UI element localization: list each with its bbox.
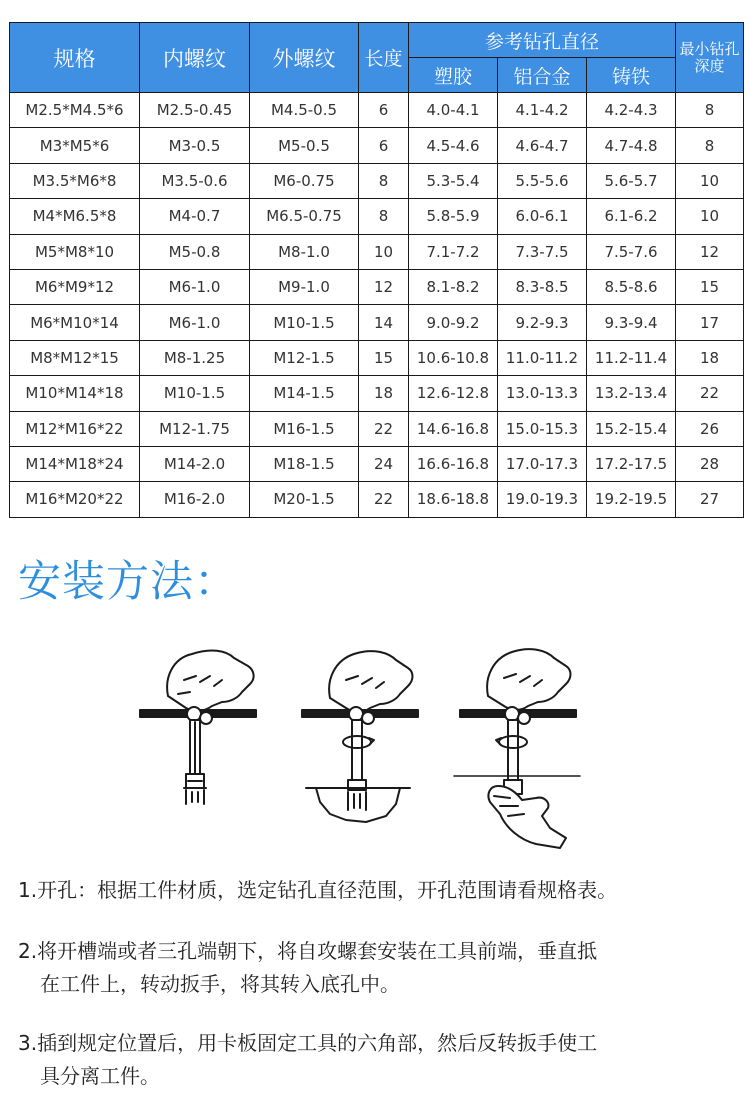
spec-table-body	[10, 93, 744, 518]
header-plastic: 塑胶	[409, 58, 498, 93]
cell-min-depth: 22	[676, 376, 744, 411]
cell-min-depth: 12	[676, 234, 744, 269]
step-1-figure	[140, 651, 256, 804]
step-1-text: 开孔：根据工件材质，选定钻孔直径范围，开孔范围请看规格表。	[37, 878, 618, 902]
cell-internal-thread: M6-1.0	[140, 305, 250, 340]
table-row	[10, 163, 744, 198]
cell-aluminum-alloy: 5.5-5.6	[498, 163, 587, 198]
cell-plastic: 5.3-5.4	[409, 163, 498, 198]
cell-aluminum-alloy: 7.3-7.5	[498, 234, 587, 269]
cell-plastic: 12.6-12.8	[409, 376, 498, 411]
cell-plastic: 7.1-7.2	[409, 234, 498, 269]
cell-internal-thread: M3-0.5	[140, 128, 250, 163]
cell-min-depth: 18	[676, 340, 744, 375]
cell-aluminum-alloy: 17.0-17.3	[498, 446, 587, 481]
cell-min-depth: 8	[676, 93, 744, 128]
cell-spec: M12*M16*22	[10, 411, 140, 446]
cell-cast-iron: 15.2-15.4	[587, 411, 676, 446]
cell-cast-iron: 19.2-19.5	[587, 482, 676, 517]
cell-spec: M4*M6.5*8	[10, 199, 140, 234]
cell-spec: M14*M18*24	[10, 446, 140, 481]
cell-aluminum-alloy: 15.0-15.3	[498, 411, 587, 446]
cell-plastic: 8.1-8.2	[409, 269, 498, 304]
table-row	[10, 446, 744, 481]
cell-length: 6	[359, 93, 409, 128]
cell-internal-thread: M8-1.25	[140, 340, 250, 375]
cell-length: 10	[359, 234, 409, 269]
cell-external-thread: M6-0.75	[250, 163, 359, 198]
cell-length: 22	[359, 411, 409, 446]
cell-external-thread: M10-1.5	[250, 305, 359, 340]
cell-length: 8	[359, 199, 409, 234]
header-ref-drill: 参考钻孔直径	[409, 23, 676, 58]
cell-cast-iron: 9.3-9.4	[587, 305, 676, 340]
cell-plastic: 10.6-10.8	[409, 340, 498, 375]
cell-length: 6	[359, 128, 409, 163]
cell-cast-iron: 7.5-7.6	[587, 234, 676, 269]
table-row	[10, 411, 744, 446]
step-1	[18, 874, 738, 907]
cell-plastic: 18.6-18.8	[409, 482, 498, 517]
step-2-text: 将开槽端或者三孔端朝下，将自攻螺套安装在工具前端，垂直抵	[37, 939, 598, 963]
cell-aluminum-alloy: 9.2-9.3	[498, 305, 587, 340]
cell-cast-iron: 5.6-5.7	[587, 163, 676, 198]
cell-external-thread: M8-1.0	[250, 234, 359, 269]
table-row	[10, 340, 744, 375]
cell-cast-iron: 13.2-13.4	[587, 376, 676, 411]
cell-plastic: 9.0-9.2	[409, 305, 498, 340]
table-row	[10, 199, 744, 234]
cell-min-depth: 10	[676, 163, 744, 198]
cell-spec: M10*M14*18	[10, 376, 140, 411]
cell-spec: M8*M12*15	[10, 340, 140, 375]
cell-length: 12	[359, 269, 409, 304]
cell-plastic: 5.8-5.9	[409, 199, 498, 234]
cell-external-thread: M16-1.5	[250, 411, 359, 446]
step-3-text: 插到规定位置后，用卡板固定工具的六角部，然后反转扳手使工	[37, 1031, 598, 1055]
step-3-figure	[454, 649, 580, 848]
cell-length: 14	[359, 305, 409, 340]
header-length: 长度	[359, 23, 409, 93]
cell-aluminum-alloy: 6.0-6.1	[498, 199, 587, 234]
install-steps	[18, 874, 738, 1093]
cell-internal-thread: M10-1.5	[140, 376, 250, 411]
step-3-continuation: 具分离工件。	[40, 1064, 160, 1088]
cell-cast-iron: 4.2-4.3	[587, 93, 676, 128]
cell-external-thread: M9-1.0	[250, 269, 359, 304]
header-spec: 规格	[10, 23, 140, 93]
cell-aluminum-alloy: 11.0-11.2	[498, 340, 587, 375]
installation-illustration	[130, 636, 600, 851]
spec-table	[9, 22, 744, 518]
cell-internal-thread: M4-0.7	[140, 199, 250, 234]
cell-internal-thread: M12-1.75	[140, 411, 250, 446]
table-row	[10, 376, 744, 411]
cell-min-depth: 10	[676, 199, 744, 234]
header-cast-iron: 铸铁	[587, 58, 676, 93]
cell-external-thread: M4.5-0.5	[250, 93, 359, 128]
cell-length: 18	[359, 376, 409, 411]
table-row	[10, 269, 744, 304]
cell-spec: M6*M10*14	[10, 305, 140, 340]
header-aluminum-alloy: 铝合金	[498, 58, 587, 93]
cell-external-thread: M12-1.5	[250, 340, 359, 375]
cell-aluminum-alloy: 8.3-8.5	[498, 269, 587, 304]
cell-internal-thread: M3.5-0.6	[140, 163, 250, 198]
cell-spec: M6*M9*12	[10, 269, 140, 304]
table-row	[10, 93, 744, 128]
cell-external-thread: M6.5-0.75	[250, 199, 359, 234]
step-1-number: 1.	[18, 878, 38, 902]
cell-length: 15	[359, 340, 409, 375]
cell-aluminum-alloy: 4.6-4.7	[498, 128, 587, 163]
cell-internal-thread: M2.5-0.45	[140, 93, 250, 128]
step-2-figure	[302, 651, 418, 822]
cell-spec: M2.5*M4.5*6	[10, 93, 140, 128]
cell-internal-thread: M14-2.0	[140, 446, 250, 481]
cell-internal-thread: M5-0.8	[140, 234, 250, 269]
cell-plastic: 4.0-4.1	[409, 93, 498, 128]
cell-min-depth: 17	[676, 305, 744, 340]
cell-cast-iron: 4.7-4.8	[587, 128, 676, 163]
table-row	[10, 128, 744, 163]
cell-cast-iron: 11.2-11.4	[587, 340, 676, 375]
cell-aluminum-alloy: 4.1-4.2	[498, 93, 587, 128]
step-2-continuation: 在工件上，转动扳手，将其转入底孔中。	[40, 972, 400, 996]
cell-length: 24	[359, 446, 409, 481]
cell-external-thread: M5-0.5	[250, 128, 359, 163]
cell-length: 22	[359, 482, 409, 517]
header-external-thread: 外螺纹	[250, 23, 359, 93]
cell-plastic: 16.6-16.8	[409, 446, 498, 481]
cell-aluminum-alloy: 13.0-13.3	[498, 376, 587, 411]
cell-internal-thread: M6-1.0	[140, 269, 250, 304]
table-row	[10, 234, 744, 269]
table-row	[10, 305, 744, 340]
cell-min-depth: 8	[676, 128, 744, 163]
cell-cast-iron: 6.1-6.2	[587, 199, 676, 234]
cell-spec: M3.5*M6*8	[10, 163, 140, 198]
step-2-number: 2.	[18, 939, 38, 963]
cell-spec: M5*M8*10	[10, 234, 140, 269]
cell-min-depth: 27	[676, 482, 744, 517]
cell-min-depth: 28	[676, 446, 744, 481]
cell-min-depth: 26	[676, 411, 744, 446]
cell-cast-iron: 8.5-8.6	[587, 269, 676, 304]
install-title: 安装方法：	[18, 557, 238, 607]
table-row	[10, 482, 744, 517]
header-internal-thread: 内螺纹	[140, 23, 250, 93]
step-2	[18, 935, 738, 1001]
step-3-number: 3.	[18, 1031, 38, 1055]
cell-min-depth: 15	[676, 269, 744, 304]
cell-external-thread: M20-1.5	[250, 482, 359, 517]
cell-plastic: 4.5-4.6	[409, 128, 498, 163]
cell-internal-thread: M16-2.0	[140, 482, 250, 517]
header-min-depth: 最小钻孔深度	[676, 23, 744, 93]
cell-external-thread: M18-1.5	[250, 446, 359, 481]
cell-spec: M16*M20*22	[10, 482, 140, 517]
step-3	[18, 1027, 738, 1093]
cell-aluminum-alloy: 19.0-19.3	[498, 482, 587, 517]
cell-spec: M3*M5*6	[10, 128, 140, 163]
cell-plastic: 14.6-16.8	[409, 411, 498, 446]
cell-length: 8	[359, 163, 409, 198]
cell-cast-iron: 17.2-17.5	[587, 446, 676, 481]
cell-external-thread: M14-1.5	[250, 376, 359, 411]
